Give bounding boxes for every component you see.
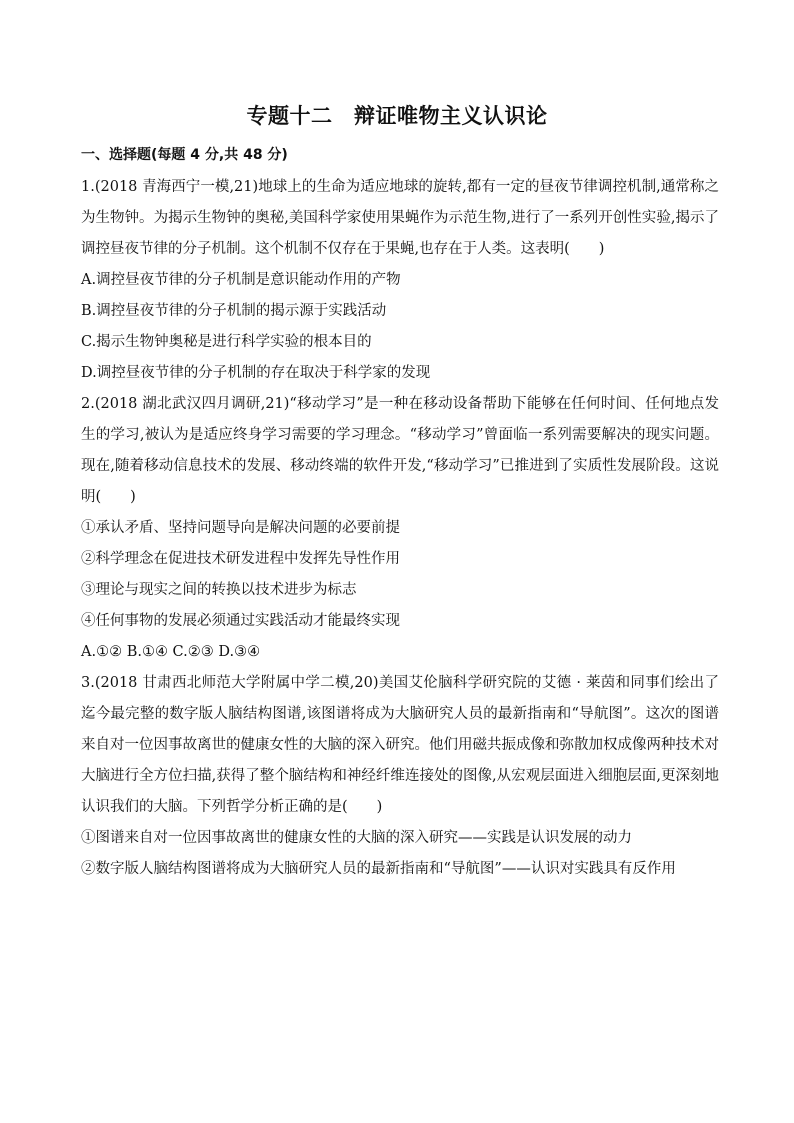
question-list bbox=[81, 172, 719, 885]
question-stem: 1.(2018 青海西宁一模,21)地球上的生命为适应地球的旋转,都有一定的昼夜节律调控机制,通常称之为生物钟。为揭示生物钟的奥秘,美国科学家使用果蝇作为示范生物,进行了一系列开创性实验,揭示了调控昼夜节律的分子机制。这个机制不仅存在于果蝇,也存在于人类。这表明( ) bbox=[81, 179, 719, 257]
question-item bbox=[81, 172, 719, 389]
statement-option: ②科学理念在促进技术研发进程中发挥先导性作用 bbox=[81, 551, 400, 567]
statement-option: ②数字版人脑结构图谱将成为大脑研究人员的最新指南和“导航图”——认识对实践具有反作用 bbox=[81, 861, 676, 877]
answer-choices: A.①② B.①④ C.②③ D.③④ bbox=[81, 644, 261, 660]
page-title: 专题十二 辩证唯物主义认识论 bbox=[246, 104, 548, 128]
statement-option: ①承认矛盾、坚持问题导向是解决问题的必要前提 bbox=[81, 520, 400, 536]
statement-option: ①图谱来自对一位因事故离世的健康女性的大脑的深入研究——实践是认识发展的动力 bbox=[81, 830, 632, 846]
answer-option: A.调控昼夜节律的分子机制是意识能动作用的产物 bbox=[81, 272, 401, 288]
answer-option: C.揭示生物钟奥秘是进行科学实验的根本目的 bbox=[81, 334, 372, 350]
question-stem: 3.(2018 甘肃西北师范大学附属中学二模,20)美国艾伦脑科学研究院的艾德 · 莱茵和同事们绘出了迄今最完整的数字版人脑结构图谱,该图谱将成为大脑研究人员的最新指南和“导航图”。这次的图谱来自对一位因事故离世的健康女性的大脑的深入研究。他们用磁共振成像和弥散加权成像两种技术对大脑进行全方位扫描,获得了整个脑结构和神经纤维连接处的图像,从宏观层面进入细胞层面,更深刻地认识我们的大脑。下列哲学分析正确的是( ) bbox=[81, 675, 719, 815]
answer-option: D.调控昼夜节律的分子机制的存在取决于科学家的发现 bbox=[81, 365, 431, 381]
answer-option: B.调控昼夜节律的分子机制的揭示源于实践活动 bbox=[81, 303, 387, 319]
question-item bbox=[81, 668, 719, 885]
question-item bbox=[81, 389, 719, 668]
section-heading: 一、选择题(每题 4 分,共 48 分) bbox=[81, 147, 288, 163]
statement-option: ④任何事物的发展必须通过实践活动才能最终实现 bbox=[81, 613, 400, 629]
question-stem: 2.(2018 湖北武汉四月调研,21)“移动学习”是一种在移动设备帮助下能够在任何时间、任何地点发生的学习,被认为是适应终身学习需要的学习理念。“移动学习”曾面临一系列需要解决的现实问题。现在,随着移动信息技术的发展、移动终端的软件开发,“移动学习”已推进到了实质性发展阶段。这说明( ) bbox=[81, 396, 719, 505]
statement-option: ③理论与现实之间的转换以技术进步为标志 bbox=[81, 582, 357, 598]
